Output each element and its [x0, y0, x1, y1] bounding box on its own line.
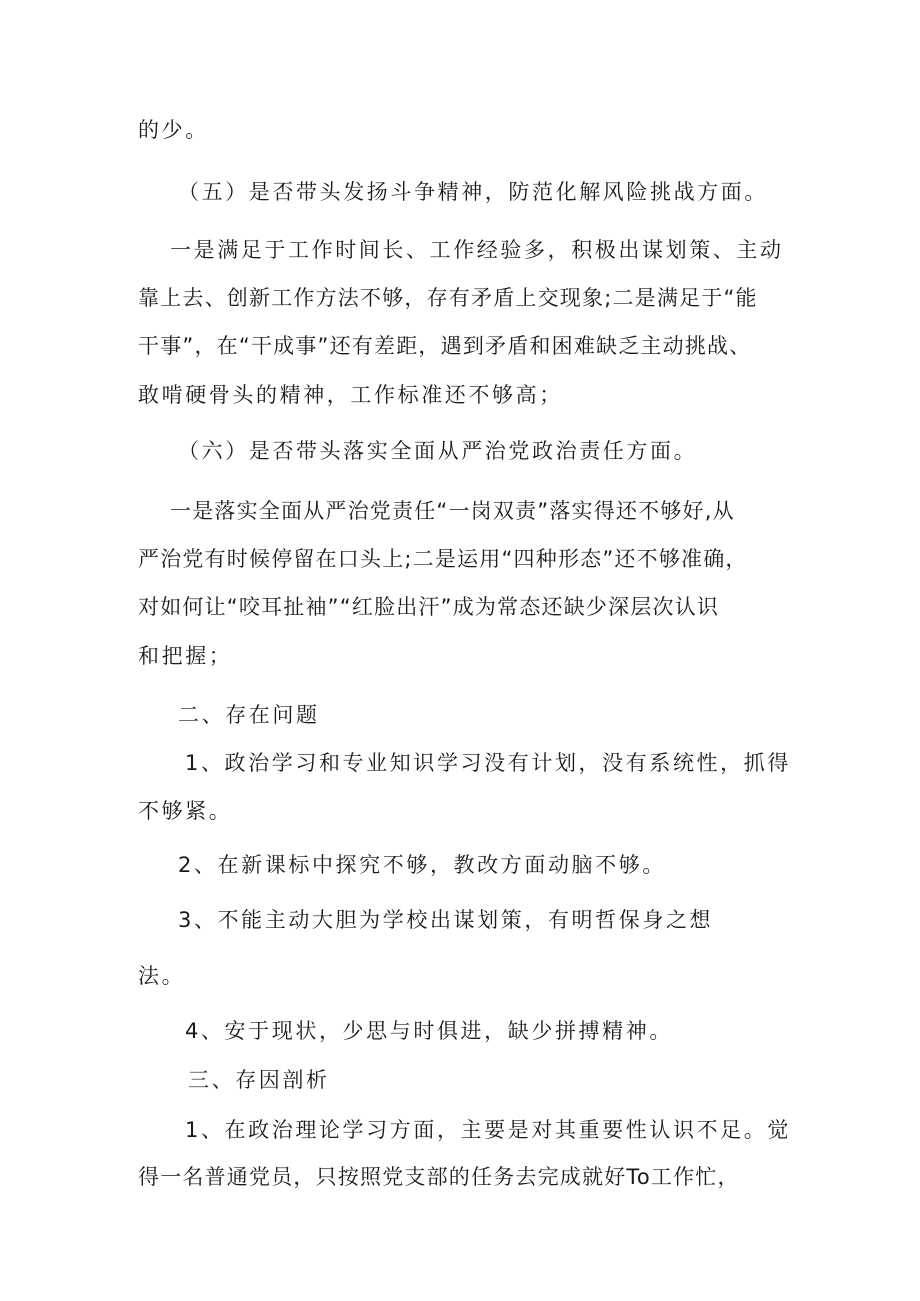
paragraph-line: 敢啃硬骨头的精神，工作标准还不够高；: [138, 383, 563, 407]
section-heading-5: （五）是否带头发扬斗争精神，防范化解风险挑战方面。: [178, 180, 768, 204]
paragraph-line: 靠上去、创新工作方法不够，存有矛盾上交现象;二是满足于“能: [138, 286, 758, 310]
paragraph-line: 和把握；: [138, 644, 233, 668]
paragraph-line: 的少。: [138, 118, 209, 142]
section-heading-analysis: 三、存因剖析: [188, 1068, 330, 1092]
list-item: 4、安于现状，少思与时俱进，缺少拼搏精神。: [185, 1019, 673, 1043]
list-item: 1、在政治理论学习方面，主要是对其重要性认识不足。觉: [185, 1118, 791, 1142]
paragraph-line: 法。: [138, 964, 186, 988]
paragraph-line: 得一名普通党员，只按照党支部的任务去完成就好To工作忙，: [138, 1165, 740, 1189]
paragraph-line: 一是满足于工作时间长、工作经验多，积极出谋划策、主动: [170, 238, 784, 262]
list-item: 2、在新课标中探究不够，教改方面动脑不够。: [178, 853, 666, 877]
list-item: 1、政治学习和专业知识学习没有计划，没有系统性，抓得: [185, 751, 791, 775]
section-heading-problems: 二、存在问题: [178, 703, 320, 727]
paragraph-line: 不够紧。: [138, 799, 233, 823]
paragraph-line: 严治党有时候停留在口头上;二是运用“四种形态”还不够准确，: [138, 547, 748, 571]
paragraph-line: 对如何让“咬耳扯袖”“红脸出汗”成为常态还缺少深层次认识: [138, 595, 720, 619]
list-item: 3、不能主动大胆为学校出谋划策，有明哲保身之想: [178, 908, 714, 932]
section-heading-6: （六）是否带头落实全面从严治党政治责任方面。: [178, 439, 698, 463]
paragraph-line: 一是落实全面从严治党责任“一岗双责”落实得还不够好,从: [170, 499, 735, 523]
paragraph-line: 干事”，在“干成事”还有差距，遇到矛盾和困难缺乏主动挑战、: [138, 334, 752, 358]
